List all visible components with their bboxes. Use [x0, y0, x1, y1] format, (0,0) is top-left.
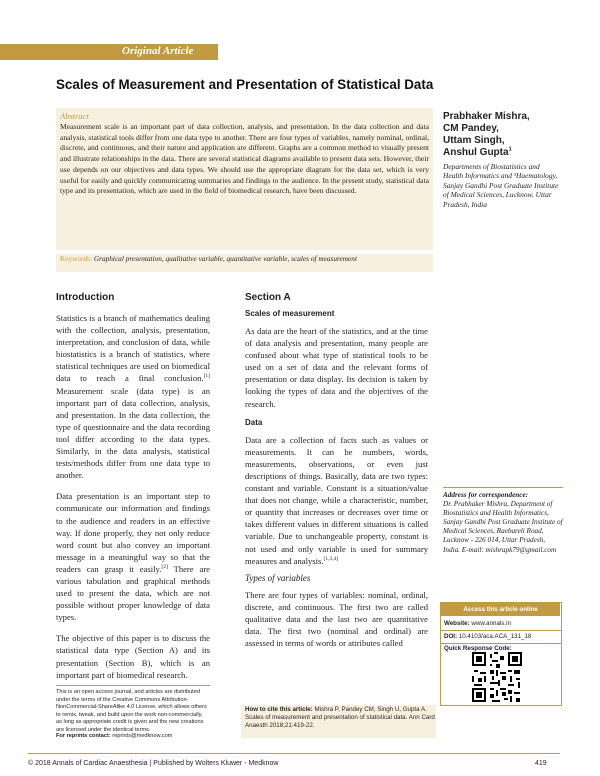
keywords-text: Graphical presentation, qualitative variable, quantitative variable, scales of measurement	[93, 254, 357, 263]
subsection-heading: Data	[245, 417, 263, 427]
paragraph: Data presentation is an important step to communicate our information and findings to the audience and readers in an effective way. If done properly, they not only reduce word count but also convey an important message in a meaningful way so that the readers can grasp it easily.[2] There are various tabulation and graphical methods used to present the data, which are not possible without proper knowledge of data types.	[56, 491, 210, 623]
author-list	[443, 111, 563, 159]
subsection-heading: Scales of measurement	[245, 309, 335, 318]
paragraph: As data are the heart of the statistics, and at the time of data analysis and presentation, many people are confused about what type of statistical tools to be used on a set of data and the relevant forms of presentation or data display. Its decision is taken by looking the types of data and the objectives of the research.	[245, 326, 428, 409]
subsection-heading: Types of variables	[245, 572, 311, 583]
citation-ref: [2]	[161, 564, 168, 571]
paragraph: Data are a collection of facts such as values or measurements. It can be numbers, words, measurements, observations, or even just descriptions of things. Basically, data are two types: constant and variable. Constant is a situation/value that does not change, while a characteristic, number, or quantity that increases or decreases over time or takes different values in different situations is called variable. Due to unchangeable property, constant is not used and only variable is used for summary measures and analysis.[1,3,4]	[245, 434, 428, 566]
author-name: Uttam Singh,	[443, 135, 505, 146]
author-name: CM Pandey,	[443, 123, 499, 134]
qr-code-icon	[472, 652, 522, 702]
paragraph: There are four types of variables: nominal, ordinal, discrete, and continuous. The first two are called qualitative data and the last two are quantitative data. The first two (nominal and ordinal) are assessed in terms of words or attributes called	[245, 589, 428, 649]
page-number: 419	[535, 760, 547, 767]
correspondence-text: Dr. Prabhaker Mishra, Department of Biostatistics and Health Informatics, Sanjay Gandhi Post Graduate Institute of Medical Sciences, Raebareli Road, Lucknow - 226 014, Uttar Pradesh, India. E-mail: mishrapk79@gmail.com	[443, 500, 563, 554]
introduction-heading: Introduction	[56, 292, 115, 303]
doi-line: DOI: 10.4103/aca.ACA_131_18	[444, 633, 532, 640]
keywords-label: Keywords:	[60, 254, 93, 263]
keywords	[60, 254, 429, 263]
citation-ref: [1]	[203, 373, 210, 380]
abstract-text: Measurement scale is an important part of data collection, analysis, and presentation. In the data collection and data analysis, statistical tools differ from one data type to another. There are four types of variables, namely nominal, ordinal, discrete, and continuous, and their nature and application are different. Graphs are a common method to visually present and illustrate relationships in the data. There are several statistical diagrams available to present data sets. However, their use depends on our objectives and data types. We should use the appropriate diagram for the data set, which is very useful for easily and quickly communicating summaries and findings to the audience. In the present study, statistical data type and its presentation, which are used in the field of biomedical research, have been discussed.	[60, 122, 429, 196]
correspondence-box	[443, 487, 563, 555]
section-label: Original Article	[122, 45, 194, 57]
website-line: Website: www.annals.in	[444, 620, 511, 627]
introduction-section	[56, 292, 210, 681]
reprints-contact: For reprints contact: reprints@medknow.com	[56, 733, 173, 739]
abstract-heading: Abstract	[60, 111, 89, 121]
author-name: Prabhaker Mishra,	[443, 111, 530, 122]
cite-text: How to cite this article: Mishra P, Pandey CM, Singh U, Gupta A. Scales of measurement and presentation of statistical data. Ann Card Anaesth 2018;21:419-22.	[245, 706, 435, 730]
footer-text: © 2018 Annals of Cardiac Anaesthesia | Published by Wolters Kluwer - Medknow	[28, 760, 279, 767]
section-a	[245, 292, 428, 649]
section-banner	[0, 44, 218, 60]
author-name: Anshul Gupta	[443, 147, 509, 158]
author-affiliation-marker: 1	[508, 146, 512, 153]
author-affiliation: Departments of Biostatistics and Health Informatics and ¹Haematology, Sanjay Gandhi Post Graduate Institute of Medical Sciences, Lucknow, Uttar Pradesh, India	[443, 162, 559, 209]
license-note: This is an open access journal, and articles are distributed under the terms of the Creative Commons Attribution-NonCommercial-ShareAlike 4.0 License, which allows others to remix, tweak, and build upon the work non-commercially, as long as appropriate credit is given and the new creations are licensed under the identical terms.	[56, 685, 210, 735]
footer-divider	[28, 753, 560, 754]
access-heading: Access this article online	[441, 603, 560, 616]
citation-ref: [1,3,4]	[323, 555, 339, 562]
website-link[interactable]: www.annals.in	[469, 620, 511, 627]
qr-label: Quick Response Code:	[444, 645, 512, 652]
paragraph: Statistics is a branch of mathematics dealing with the collection, analysis, presentation, interpretation, and conclusion of data, while biostatistics is a branch of statistics, where statistical techniques are used on biomedical data to reach a final conclusion.[1] Measurement scale (data type) is an important part of data collection, analysis, and presentation. In the data collection, the type of questionnaire and the data recording tool differ according to the data types. Similarly, in the data analysis, statistical tests/methods differ from one data type to another.	[56, 313, 210, 481]
doi-link[interactable]: 10.4103/aca.ACA_131_18	[457, 633, 532, 640]
section-a-heading: Section A	[245, 292, 291, 303]
paragraph: The objective of this paper is to discuss the statistical data type (Section A) and its presentation (Section B), which is an important part of biomedical research.	[56, 633, 210, 680]
correspondence-heading: Address for correspondence:	[443, 491, 529, 499]
article-title: Scales of Measurement and Presentation of Statistical Data	[56, 77, 434, 92]
